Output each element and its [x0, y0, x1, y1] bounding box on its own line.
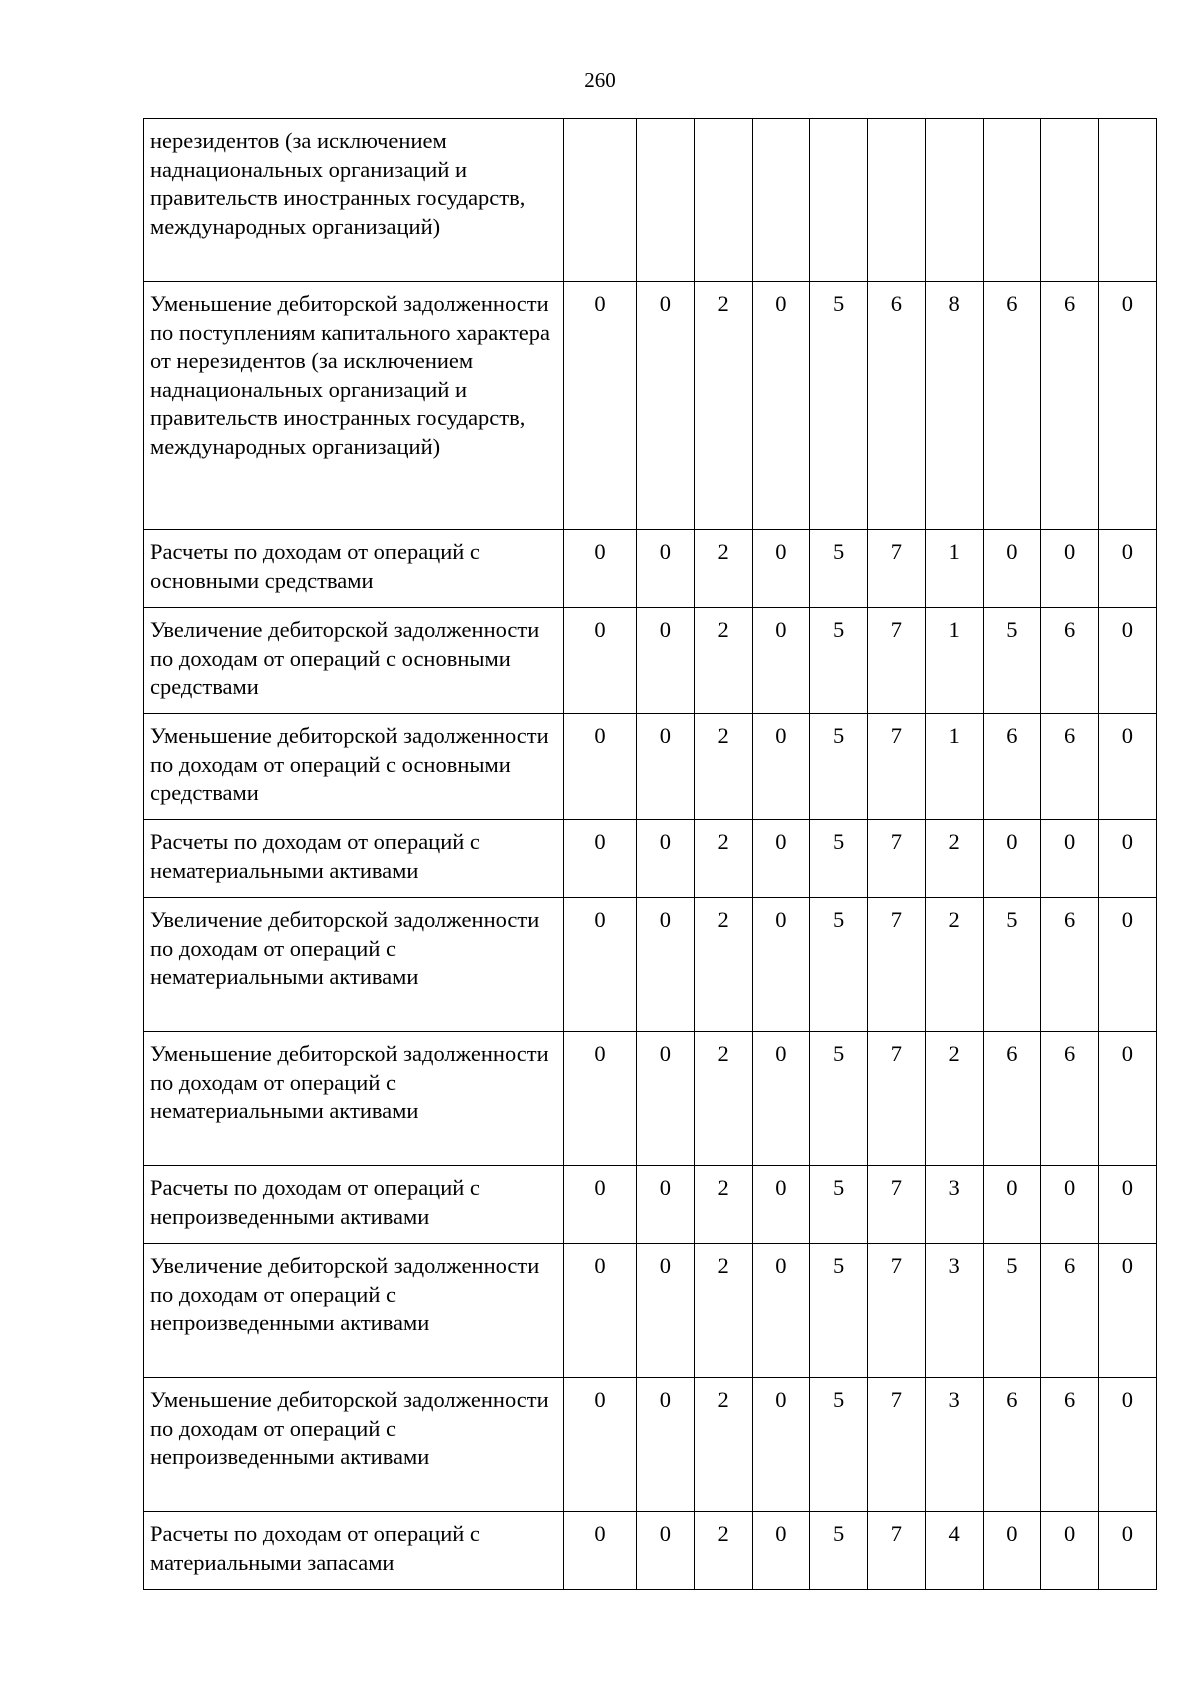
table-row — [144, 1244, 1157, 1378]
code-digit-cell: 0 — [1041, 530, 1099, 608]
row-label: Расчеты по доходам от операций с нематериальными активами — [144, 820, 564, 898]
code-digit-cell: 2 — [694, 1378, 752, 1512]
code-digit-cell: 2 — [694, 714, 752, 820]
code-digit-cell: 2 — [694, 820, 752, 898]
code-digit-cell: 2 — [925, 820, 983, 898]
table-row — [144, 1512, 1157, 1590]
code-digit-cell: 5 — [983, 608, 1041, 714]
code-digit-cell: 0 — [564, 530, 637, 608]
code-digit-cell: 1 — [925, 608, 983, 714]
code-digit-cell: 0 — [752, 1378, 810, 1512]
code-digit-cell: 0 — [637, 1166, 695, 1244]
code-digit-cell: 6 — [983, 714, 1041, 820]
row-label: Уменьшение дебиторской задолженности по доходам от операций с основными средствами — [144, 714, 564, 820]
code-digit-cell: 0 — [752, 530, 810, 608]
code-digit-cell: 0 — [752, 1512, 810, 1590]
table-row — [144, 1166, 1157, 1244]
account-codes-table — [143, 118, 1157, 1590]
code-digit-cell: 6 — [1041, 1378, 1099, 1512]
code-digit-cell — [983, 119, 1041, 282]
code-digit-cell: 5 — [810, 1244, 868, 1378]
code-digit-cell: 7 — [868, 714, 926, 820]
code-digit-cell — [564, 119, 637, 282]
code-digit-cell: 0 — [1099, 714, 1157, 820]
row-label: Увеличение дебиторской задолженности по доходам от операций с основными средствами — [144, 608, 564, 714]
row-label: Расчеты по доходам от операций с непроизведенными активами — [144, 1166, 564, 1244]
code-digit-cell: 0 — [564, 608, 637, 714]
code-digit-cell: 5 — [810, 282, 868, 530]
code-digit-cell: 0 — [1041, 1512, 1099, 1590]
table-row — [144, 119, 1157, 282]
code-digit-cell: 7 — [868, 820, 926, 898]
code-digit-cell: 7 — [868, 1512, 926, 1590]
code-digit-cell: 0 — [637, 1244, 695, 1378]
code-digit-cell — [1041, 119, 1099, 282]
table-row — [144, 608, 1157, 714]
code-digit-cell: 2 — [694, 1512, 752, 1590]
code-digit-cell: 2 — [694, 1032, 752, 1166]
code-digit-cell: 2 — [694, 282, 752, 530]
row-label: Уменьшение дебиторской задолженности по поступлениям капитального характера от нерезидентов (за исключением наднациональных организаций и правительств иностранных государств, международных организаций) — [144, 282, 564, 530]
code-digit-cell: 0 — [564, 1378, 637, 1512]
code-digit-cell: 3 — [925, 1244, 983, 1378]
code-digit-cell: 8 — [925, 282, 983, 530]
code-digit-cell — [1099, 119, 1157, 282]
code-digit-cell: 5 — [810, 1512, 868, 1590]
code-digit-cell: 2 — [694, 530, 752, 608]
page-number: 260 — [584, 68, 616, 92]
code-digit-cell: 0 — [1099, 530, 1157, 608]
code-digit-cell: 0 — [752, 608, 810, 714]
code-digit-cell: 6 — [983, 1378, 1041, 1512]
row-label: Уменьшение дебиторской задолженности по доходам от операций с непроизведенными активами — [144, 1378, 564, 1512]
code-digit-cell: 7 — [868, 1166, 926, 1244]
code-digit-cell: 0 — [1099, 820, 1157, 898]
row-label: Увеличение дебиторской задолженности по доходам от операций с непроизведенными активами — [144, 1244, 564, 1378]
code-digit-cell: 0 — [637, 608, 695, 714]
code-digit-cell: 1 — [925, 530, 983, 608]
code-digit-cell — [637, 119, 695, 282]
code-digit-cell: 0 — [564, 898, 637, 1032]
code-digit-cell: 0 — [637, 714, 695, 820]
table-row — [144, 820, 1157, 898]
code-digit-cell: 5 — [810, 1378, 868, 1512]
code-digit-cell: 5 — [810, 820, 868, 898]
code-digit-cell: 6 — [1041, 1032, 1099, 1166]
code-digit-cell: 0 — [637, 898, 695, 1032]
code-digit-cell: 5 — [810, 608, 868, 714]
code-digit-cell: 0 — [983, 1512, 1041, 1590]
code-digit-cell: 2 — [694, 608, 752, 714]
code-digit-cell: 5 — [810, 714, 868, 820]
code-digit-cell: 2 — [694, 1244, 752, 1378]
code-digit-cell: 0 — [1099, 898, 1157, 1032]
table-body — [144, 119, 1157, 1590]
code-digit-cell: 6 — [1041, 898, 1099, 1032]
code-digit-cell: 0 — [1041, 820, 1099, 898]
code-digit-cell: 5 — [983, 1244, 1041, 1378]
row-label: Расчеты по доходам от операций с материальными запасами — [144, 1512, 564, 1590]
code-digit-cell: 0 — [752, 1244, 810, 1378]
code-digit-cell: 6 — [983, 282, 1041, 530]
code-digit-cell: 7 — [868, 530, 926, 608]
code-digit-cell: 2 — [925, 1032, 983, 1166]
code-digit-cell: 6 — [1041, 1244, 1099, 1378]
code-digit-cell — [925, 119, 983, 282]
code-digit-cell: 0 — [1041, 1166, 1099, 1244]
code-digit-cell: 5 — [810, 898, 868, 1032]
code-digit-cell: 0 — [637, 282, 695, 530]
code-digit-cell: 6 — [1041, 282, 1099, 530]
code-digit-cell: 5 — [810, 1032, 868, 1166]
code-digit-cell: 0 — [1099, 282, 1157, 530]
code-digit-cell — [868, 119, 926, 282]
code-digit-cell: 0 — [564, 714, 637, 820]
table-row — [144, 530, 1157, 608]
code-digit-cell: 0 — [1099, 1244, 1157, 1378]
code-digit-cell: 0 — [564, 1244, 637, 1378]
row-label: Расчеты по доходам от операций с основными средствами — [144, 530, 564, 608]
code-digit-cell: 3 — [925, 1166, 983, 1244]
table-row — [144, 898, 1157, 1032]
code-digit-cell: 0 — [564, 820, 637, 898]
code-digit-cell: 5 — [983, 898, 1041, 1032]
code-digit-cell: 0 — [1099, 1378, 1157, 1512]
code-digit-cell: 0 — [564, 1512, 637, 1590]
code-digit-cell: 0 — [637, 1378, 695, 1512]
code-digit-cell: 6 — [983, 1032, 1041, 1166]
code-digit-cell: 7 — [868, 1032, 926, 1166]
code-digit-cell: 0 — [983, 820, 1041, 898]
code-digit-cell: 0 — [637, 530, 695, 608]
table-row — [144, 1032, 1157, 1166]
table-row — [144, 282, 1157, 530]
code-digit-cell: 0 — [752, 714, 810, 820]
code-digit-cell: 5 — [810, 530, 868, 608]
code-digit-cell — [694, 119, 752, 282]
code-digit-cell: 0 — [752, 1166, 810, 1244]
code-digit-cell: 5 — [810, 1166, 868, 1244]
code-digit-cell: 0 — [983, 1166, 1041, 1244]
code-digit-cell: 0 — [983, 530, 1041, 608]
code-digit-cell — [810, 119, 868, 282]
code-digit-cell: 0 — [1099, 1512, 1157, 1590]
code-digit-cell: 0 — [1099, 1166, 1157, 1244]
table-row — [144, 714, 1157, 820]
code-digit-cell: 0 — [637, 1032, 695, 1166]
code-digit-cell: 0 — [637, 1512, 695, 1590]
code-digit-cell: 4 — [925, 1512, 983, 1590]
code-digit-cell: 7 — [868, 1244, 926, 1378]
code-digit-cell: 0 — [752, 1032, 810, 1166]
code-digit-cell: 6 — [1041, 608, 1099, 714]
code-digit-cell — [752, 119, 810, 282]
table-row — [144, 1378, 1157, 1512]
code-digit-cell: 0 — [1099, 1032, 1157, 1166]
row-label: Уменьшение дебиторской задолженности по доходам от операций с нематериальными активами — [144, 1032, 564, 1166]
code-digit-cell: 7 — [868, 1378, 926, 1512]
code-digit-cell: 7 — [868, 898, 926, 1032]
code-digit-cell: 2 — [925, 898, 983, 1032]
code-digit-cell: 3 — [925, 1378, 983, 1512]
row-label: Увеличение дебиторской задолженности по доходам от операций с нематериальными активами — [144, 898, 564, 1032]
code-digit-cell: 2 — [694, 1166, 752, 1244]
row-label: нерезидентов (за исключением наднациональных организаций и правительств иностранных государств, международных организаций) — [144, 119, 564, 282]
code-digit-cell: 6 — [1041, 714, 1099, 820]
code-digit-cell: 0 — [564, 1166, 637, 1244]
code-digit-cell: 0 — [1099, 608, 1157, 714]
code-digit-cell: 6 — [868, 282, 926, 530]
code-digit-cell: 1 — [925, 714, 983, 820]
code-digit-cell: 0 — [752, 898, 810, 1032]
code-digit-cell: 0 — [564, 1032, 637, 1166]
code-digit-cell: 2 — [694, 898, 752, 1032]
code-digit-cell: 0 — [752, 820, 810, 898]
code-digit-cell: 0 — [752, 282, 810, 530]
code-digit-cell: 0 — [637, 820, 695, 898]
code-digit-cell: 0 — [564, 282, 637, 530]
code-digit-cell: 7 — [868, 608, 926, 714]
